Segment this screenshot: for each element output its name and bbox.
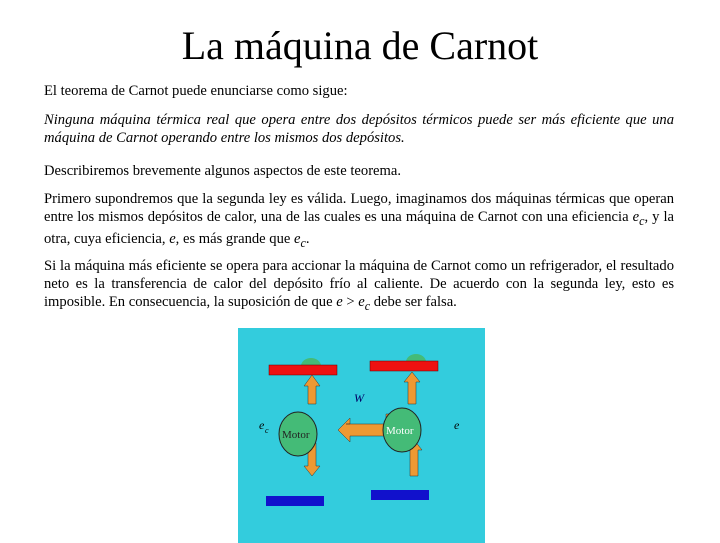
efficiency-symbol: e [336,294,343,310]
left-cold-reservoir [266,496,324,506]
text-span: > [342,294,359,310]
efficiency-subscript: c [639,213,645,228]
text-span: , es más grande que [175,230,295,247]
assumption-paragraph [44,190,674,252]
text-span: debe ser falsa. [370,294,457,310]
right-motor-label: Motor [386,425,414,437]
left-hot-reservoir [269,365,337,375]
carnot-diagram [238,328,485,543]
right-efficiency-label: e [454,418,460,432]
efficiency-symbol: e [169,230,176,247]
right-cold-reservoir [371,490,429,500]
efficiency-symbol: e [632,209,640,225]
efficiency-subscript: c [300,235,306,250]
efficiency-symbol: e [358,294,365,310]
conclusion-paragraph [44,257,674,315]
intro-paragraph: El teorema de Carnot puede enunciarse como sigue: [44,83,348,99]
efficiency-symbol: e [294,230,301,247]
right-hot-reservoir [370,361,438,371]
work-label: W [354,391,364,405]
description-paragraph: Describiremos brevemente algunos aspectos de este teorema. [44,163,402,179]
left-efficiency-label: e [259,418,265,432]
left-motor-label: Motor [282,429,310,441]
efficiency-subscript: c [364,298,371,313]
left-efficiency-subscript: c [265,426,269,435]
text-span: . [305,230,310,247]
theorem-statement: Ninguna máquina térmica real que opera entre dos depósitos térmicos puede ser más eficiente que una máquina de Carnot operando entre los mismos dos depósitos. [44,112,674,146]
text-span: Primero supondremos que la segunda ley es válida. Luego, imaginamos dos máquinas térmicas que operan entre los mismos depósitos de calor, una de las cuales es una máquina de Carnot con una eficiencia [44,191,674,225]
text-span: Si la máquina más eficiente se opera para accionar la máquina de Carnot como un refrigerador, el resultado neto es la transferencia de calor del depósito frío al caliente. De acuerdo con la segunda ley, esto es imposible. En consecuencia, la suposición de que [44,258,674,310]
page-title: La máquina de Carnot [181,23,539,68]
text-span: , y la otra, cuya eficiencia, [44,209,674,247]
